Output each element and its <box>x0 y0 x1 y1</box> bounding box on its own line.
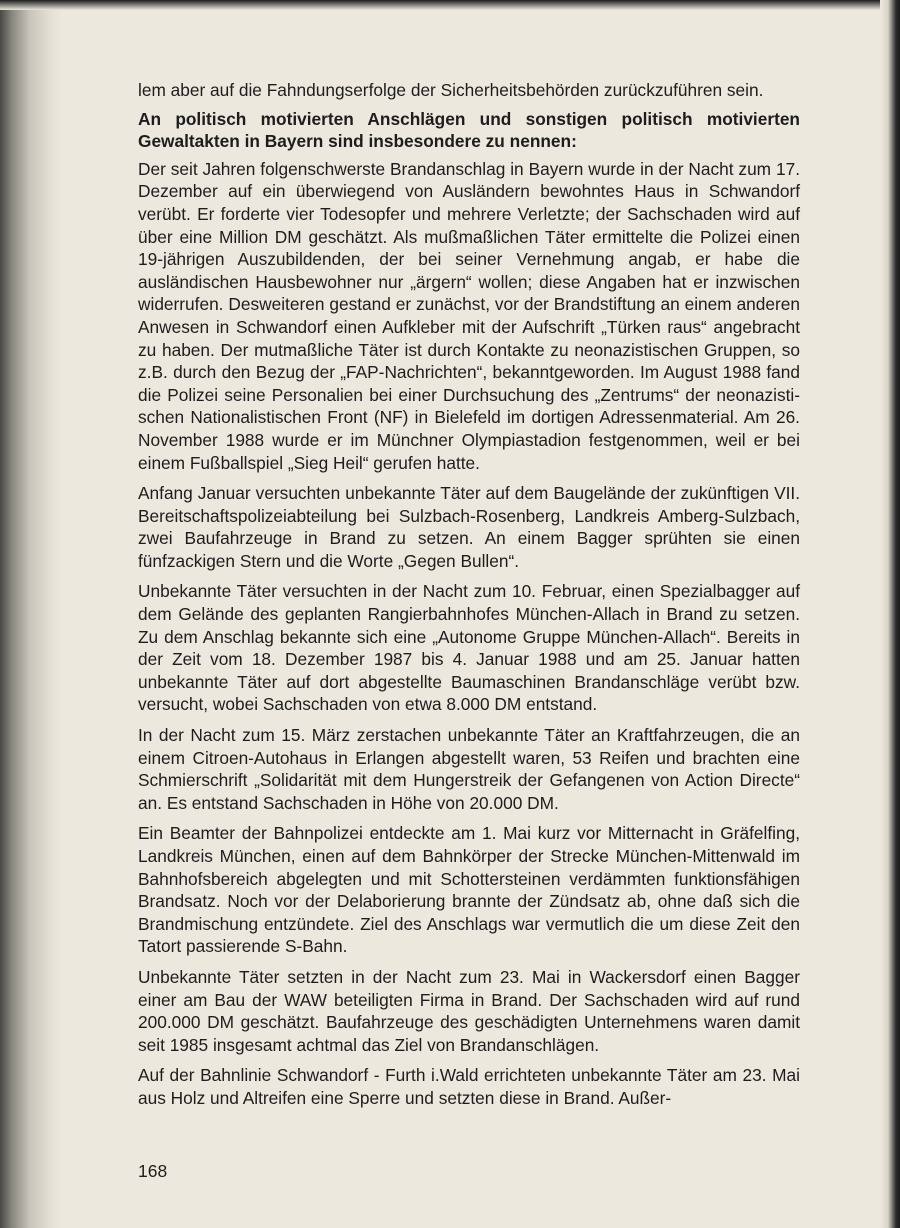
paragraph-muenchen-allach: Unbekannte Täter versuchten in der Nacht zum 10. Februar, einen Spezialbagger auf dem Gelände des geplanten Rangierbahnhofes München-Allach in Brand zu setzen. Zu dem Anschlag bekannte sich eine „Autonome Gruppe München-Allach“. Bereits in der Zeit vom 18. Dezember 1987 bis 4. Januar 1988 und am 25. Januar hatten unbekannte Täter auf dort abgestellte Baumaschinen Brandanschläge verübt bzw. versucht, wobei Sachschaden von etwa 8.000 DM entstand. <box>138 581 800 715</box>
paragraph-furth-im-wald: Auf der Bahnlinie Schwandorf - Furth i.Wald errichteten unbekannte Täter am 23. Mai aus Holz und Altreifen eine Sperre und setzten diese in Brand. Außer- <box>138 1065 800 1108</box>
paragraph-erlangen: In der Nacht zum 15. März zerstachen unbekannte Täter an Kraftfahrzeugen, die an einem Citroen-Autohaus in Erlangen abgestellt waren, 53 Reifen und brachten eine Schmierschrift „Solidarität mit dem Hungerstreik der Gefangenen von Action Directe“ an. Es entstand Sachschaden in Höhe von 20.000 DM. <box>138 725 800 813</box>
page-gutter-shadow <box>0 0 62 1228</box>
paragraph-continuation: lem aber auf die Fahndungserfolge der Sicherheitsbehörden zurückzuführen sein. <box>138 80 764 100</box>
paragraph-schwandorf-arson: Der seit Jahren folgenschwerste Brandanschlag in Bayern wurde in der Nacht zum 17. Dezember auf ein überwiegend von Ausländern bewohntes Haus in Schwandorf verübt. Er forderte vier Todesopfer und mehrere Verletzte; der Sachschaden wird auf über eine Million DM geschätzt. Als mußmaßlichen Täter ermittelte die Polizei einen 19-jährigen Auszubildenden, der bei seiner Vernehmung angab, er habe die ausländischen Hausbewohner nur „ärgern“ wollen; diese Angaben hat er inzwischen widerrufen. Desweiteren gestand er zunächst, vor der Brandstiftung an einem anderen Anwesen in Schwandorf einen Aufkleber mit der Aufschrift „Türken raus“ angebracht zu haben. Der mutmaßliche Täter ist durch Kontakte zu neonazistischen Gruppen, so z.B. durch den Bezug der „FAP-Nachrichten“, bekanntgeworden. Im August 1988 fand die Polizei seine Personalien bei einer Durchsuchung des „Zentrums“ der neonazistischen Nationalistischen Front (NF) in Bielefeld im dortigen Adressenmaterial. Am 26. November 1988 wurde er im Münchner Olympiastadion festgenommen, weil er bei einem Fußballspiel „Sieg Heil“ gerufen hatte. <box>138 158 800 473</box>
page-top-shadow <box>0 0 900 10</box>
body-text <box>138 79 800 1118</box>
paragraph-graefelfing: Ein Beamter der Bahnpolizei entdeckte am 1. Mai kurz vor Mitternacht in Gräfelfing, Landkreis München, einen auf dem Bahnkörper der Strecke München-Mittenwald im Bahnhofsbereich abgelegten und mit Schottersteinen verdämmten funktionsfähigen Brandsatz. Noch vor der Delaborierung brannte der Zündsatz ab, ohne daß sich die Brandmischung entzündete. Ziel des Anschlags war vermutlich die um diese Zeit den Tatort passierende S-Bahn. <box>138 823 800 957</box>
page-right-edge <box>880 0 900 1228</box>
paragraph-sulzbach-rosenberg: Anfang Januar versuchten unbekannte Täter auf dem Baugelände der zukünftigen VII. Bereitschaftspolizeiabteilung bei Sulzbach-Rosenberg, Landkreis Amberg-Sulzbach, zwei Baufahrzeuge in Brand zu setzen. An einem Bagger sprühten sie einen fünfzackigen Stern und die Worte „Gegen Bullen“. <box>138 483 800 571</box>
page-number: 168 <box>138 1161 168 1181</box>
paragraph-wackersdorf: Unbekannte Täter setzten in der Nacht zum 23. Mai in Wackersdorf einen Bagger einer am Bau der WAW beteiligten Firma in Brand. Der Sachschaden wird auf rund 200.000 DM geschätzt. Baufahrzeuge des geschädigten Unternehmens waren damit seit 1985 insgesamt achtmal das Ziel von Brandanschlägen. <box>138 966 800 1055</box>
section-heading: An politisch motivierten Anschlägen und sonstigen politisch motivierten Gewaltakten in Bayern sind insbesondere zu nennen: <box>138 108 800 152</box>
